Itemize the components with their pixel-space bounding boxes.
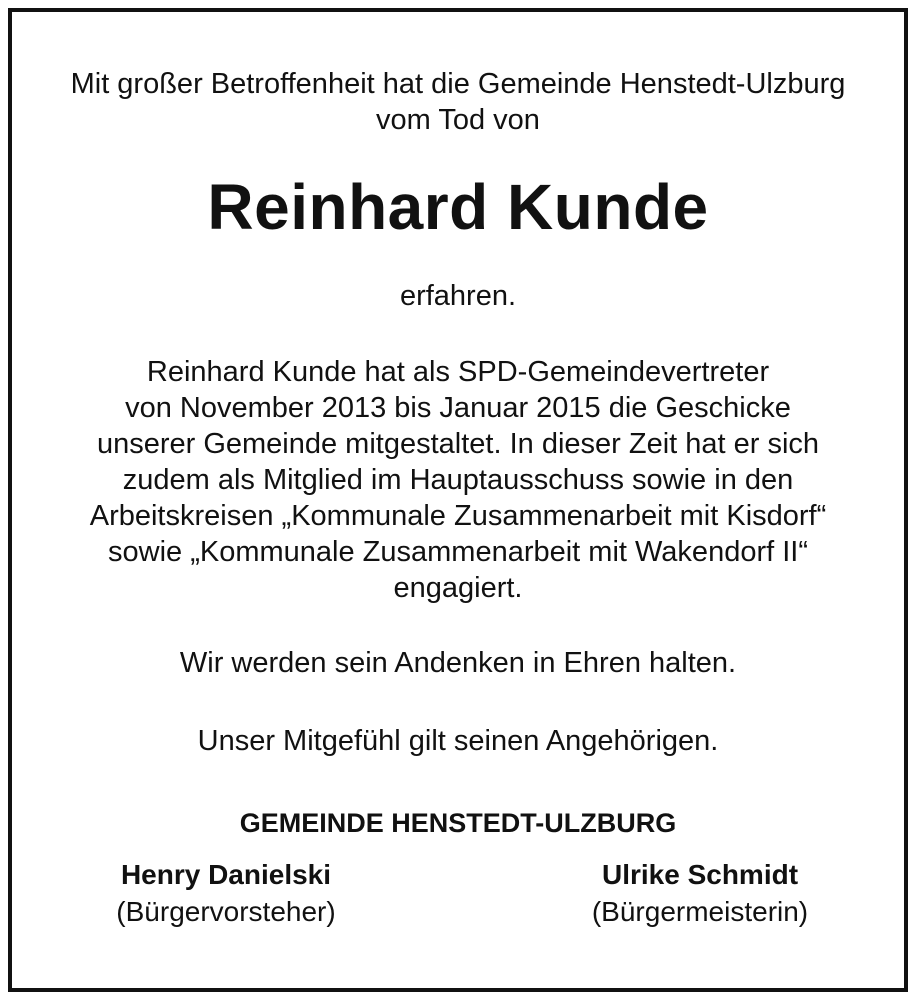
remembrance-text: Wir werden sein Andenken in Ehren halten. — [179, 647, 737, 679]
signatory-name: Henry Danielski — [120, 859, 332, 890]
condolence-text: Unser Mitgefühl gilt seinen Angehörigen. — [197, 725, 719, 757]
body-line-7: engagiert. — [393, 572, 523, 604]
body-line-6: sowie „Kommunale Zusammenarbeit mit Wakendorf II“ — [108, 536, 808, 568]
signatory-name: Ulrike Schmidt — [601, 859, 799, 890]
signatory-role: (Bürgermeisterin) — [591, 896, 809, 927]
body-line-2: von November 2013 bis Januar 2015 die Geschicke — [125, 392, 791, 424]
signatory-left — [46, 857, 406, 931]
body-line-4: zudem als Mitglied im Hauptausschuss sowie in den — [122, 464, 794, 496]
deceased-name: Reinhard Kunde — [207, 171, 709, 243]
organization-name: GEMEINDE HENSTEDT-ULZBURG — [239, 808, 677, 838]
body-line-5: Arbeitskreisen „Kommunale Zusammenarbeit mit Kisdorf“ — [89, 500, 827, 532]
signatory-right — [520, 857, 880, 931]
intro-line-2: vom Tod von — [376, 104, 540, 136]
body-line-1: Reinhard Kunde hat als SPD-Gemeindevertreter — [146, 356, 770, 388]
signatory-role: (Bürgervorsteher) — [116, 896, 336, 927]
body-line-3: unserer Gemeinde mitgestaltet. In dieser Zeit hat er sich — [96, 428, 820, 460]
after-name-text: erfahren. — [399, 280, 517, 312]
intro-line-1: Mit großer Betroffenheit hat die Gemeinde Henstedt-Ulzburg — [70, 68, 846, 100]
